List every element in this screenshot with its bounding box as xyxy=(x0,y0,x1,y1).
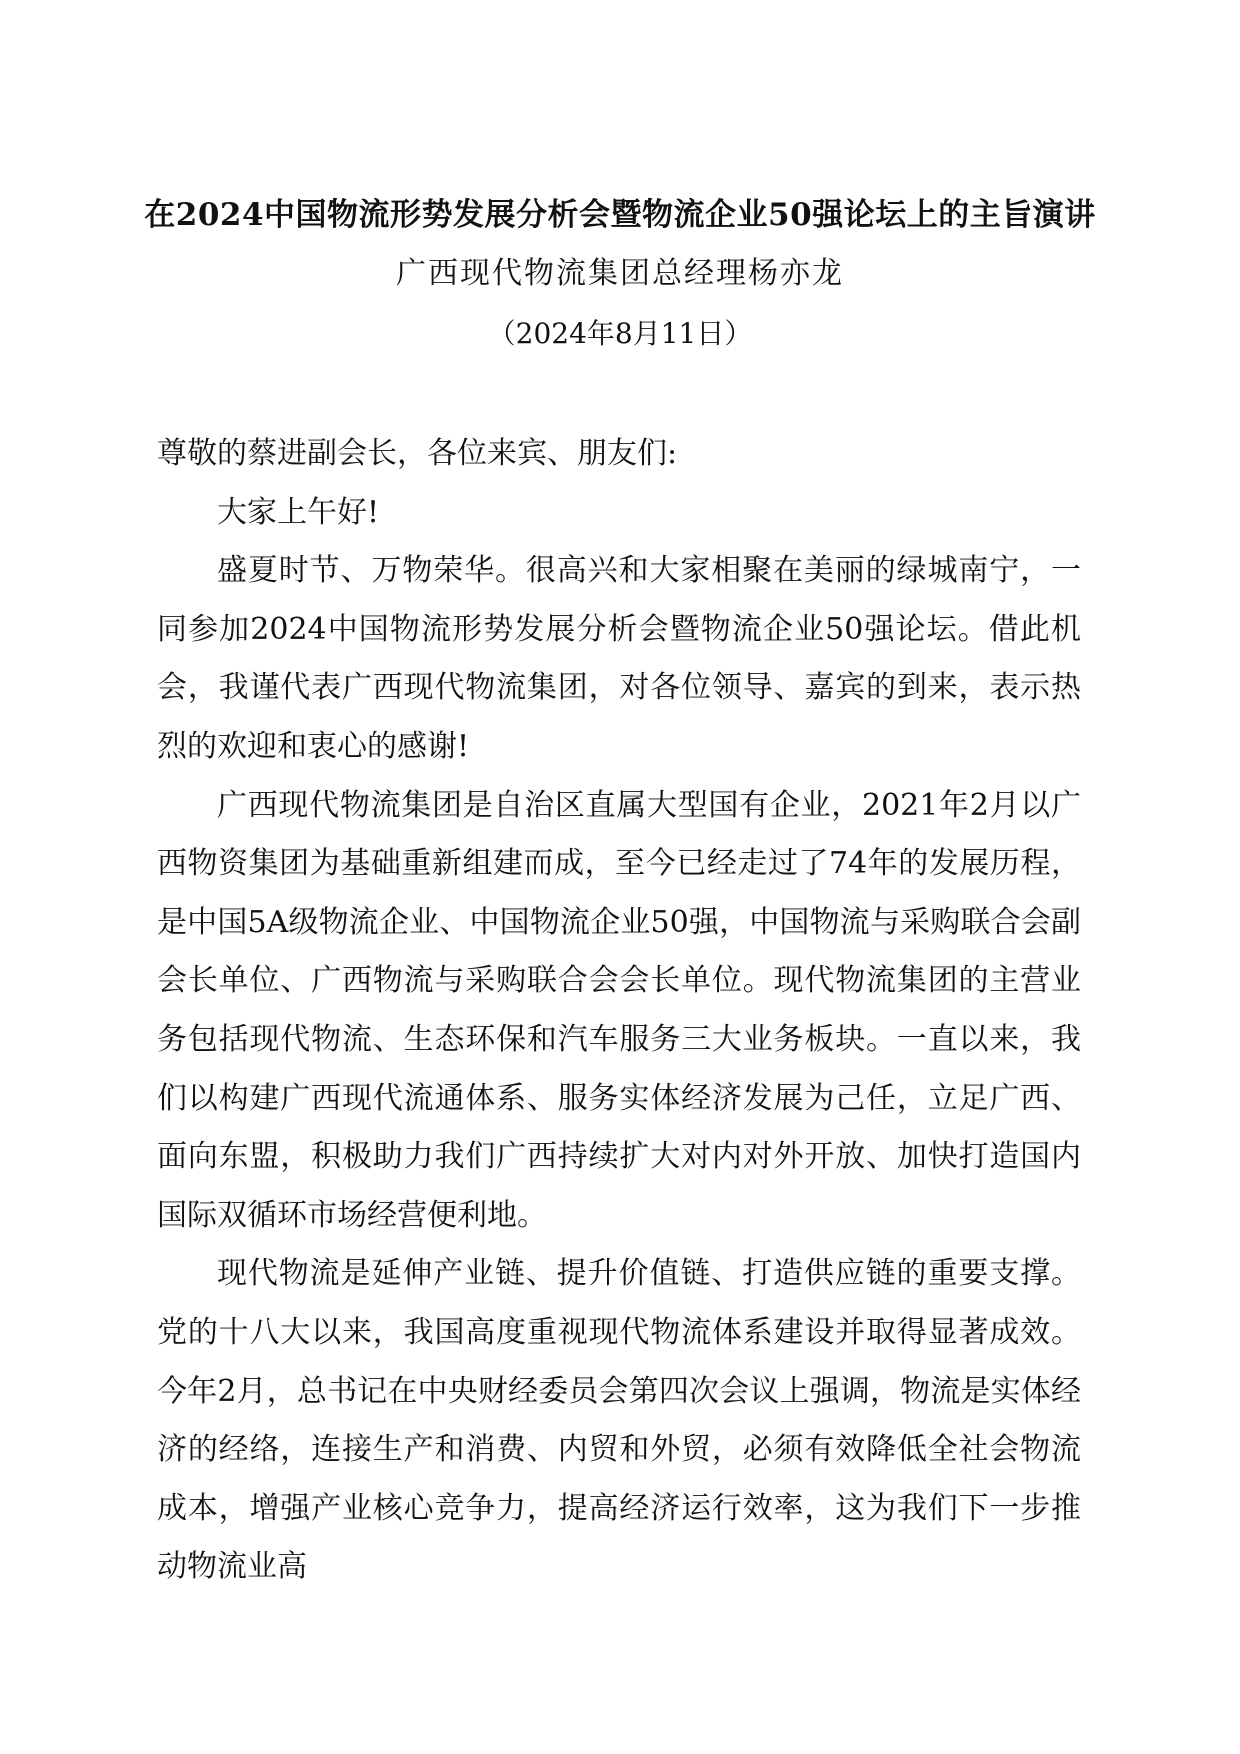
speech-body xyxy=(157,425,1081,1597)
salutation: 尊敬的蔡进副会长，各位来宾、朋友们: xyxy=(157,436,678,471)
paragraph-modern-logistics: 现代物流是延伸产业链、提升价值链、打造供应链的重要支撑。党的十八大以来，我国高度重视现代物流体系建设并取得显著成效。今年2月，总书记在中央财经委员会第四次会议上强调，物流是实体经济的经络，连接生产和消费、内贸和外贸，必须有效降低全社会物流成本，增强产业核心竞争力，提高经济运行效率，这为我们下一步推动物流业高 xyxy=(157,1256,1081,1585)
speaker-line: 广西现代物流集团总经理杨亦龙 xyxy=(396,256,844,291)
paragraph-greeting: 大家上午好! xyxy=(217,494,380,530)
paragraph-company-intro: 广西现代物流集团是自治区直属大型国有企业，2021年2月以广西物资集团为基础重新组建而成，至今已经走过了74年的发展历程，是中国5A级物流企业、中国物流企业50强，中国物流与采购联合会副会长单位、广西物流与采购联合会会长单位。现代物流集团的主营业务包括现代物流、生态环保和汽车服务三大业务板块。一直以来，我们以构建广西现代流通体系、服务实体经济发展为己任，立足广西、面向东盟，积极助力我们广西持续扩大对内对外开放、加快打造国内国际双循环市场经营便利地。 xyxy=(157,787,1081,1233)
paragraph-welcome: 盛夏时节、万物荣华。很高兴和大家相聚在美丽的绿城南宁，一同参加2024中国物流形势发展分析会暨物流企业50强论坛。借此机会，我谨代表广西现代物流集团，对各位领导、嘉宾的到来，表示热烈的欢迎和衷心的感谢! xyxy=(157,553,1081,764)
speech-title: 在2024中国物流形势发展分析会暨物流企业50强论坛上的主旨演讲 xyxy=(144,197,1096,233)
speech-date: （2024年8月11日） xyxy=(487,317,753,350)
